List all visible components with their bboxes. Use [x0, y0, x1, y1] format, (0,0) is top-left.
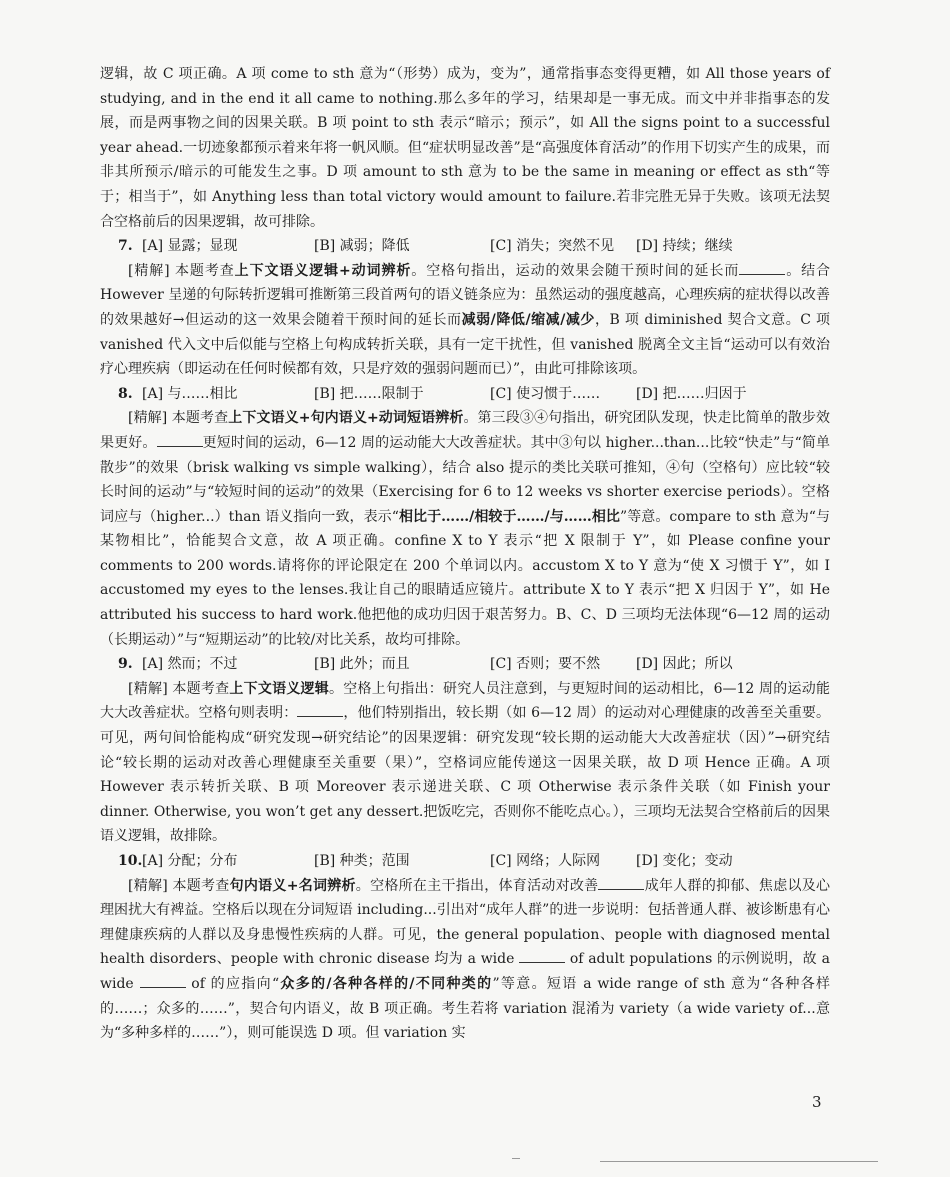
explanation-label: [精解]: [128, 680, 168, 697]
explanation-label: [精解]: [128, 262, 170, 279]
option-a: [A] 显露；显现: [142, 238, 238, 255]
blank: [140, 975, 186, 988]
option-d: [D] 变化；变动: [636, 853, 733, 869]
option-c: [C] 使习惯于……: [490, 385, 601, 402]
key-meaning: 相比于……/相较于……/与……相比: [398, 508, 620, 525]
topic: 上下文语义逻辑: [229, 680, 330, 697]
topic: 句内语义+名词辨析: [229, 877, 356, 894]
option-d: [D] 因此；所以: [636, 656, 733, 673]
footer-mark: [512, 1158, 520, 1159]
question-9-explanation: [精解] 本题考查上下文语义逻辑。空格上句指出：研究人员注意到，与更短时间的运动相比，6—12 周的运动能大大改善症状。空格句则表明： ，他们特别指出，较长期（如 6—12 周）的运动对心理健康的改善至关重要。可见，两句间恰能构成“研究发现→研究结论”的因果逻辑：研究发现“较长期的运动能大大改善症状（因）”→研究结论“较长期的运动对改善心理健康至关重要（果）”，空格词应能传递这一因果关联，故 D 项 Hence 正确。A 项 However 表示转折关联、B 项 Moreover 表示递进关联、C 项 Otherwise 表示条件关联（如 Finish your dinner. Otherwise, you won’t get any dessert.把饭吃完，否则你不能吃点心。），三项均无法契合空格前后的因果语义逻辑，故排除。: [100, 680, 831, 845]
question-number: 10.: [118, 853, 143, 869]
blank: [297, 704, 343, 717]
page-number: 3: [812, 1093, 822, 1111]
topic: 上下文语义+句内语义+动词短语辨析: [228, 410, 464, 427]
option-c: [C] 否则；要不然: [490, 656, 601, 673]
option-d: [D] 把……归因于: [636, 385, 747, 402]
explanation-label: [精解]: [128, 410, 168, 427]
question-number: 8.: [118, 385, 133, 402]
explanation-label: [精解]: [128, 877, 168, 894]
option-b: [B] 种类；范围: [314, 853, 410, 869]
footer-rule: [600, 1161, 878, 1162]
option-c: [C] 消失；突然不见: [490, 238, 615, 255]
answer-explanations: [100, 62, 830, 1046]
option-b: [B] 把……限制于: [314, 385, 424, 402]
option-b: [B] 此外；而且: [314, 656, 410, 673]
option-a: [A] 分配；分布: [142, 853, 238, 869]
option-b: [B] 减弱；降低: [314, 238, 410, 255]
question-number: 9.: [118, 656, 133, 673]
question-9-options: [100, 652, 830, 677]
option-d: [D] 持续；继续: [636, 238, 733, 255]
question-10-explanation: [精解] 本题考查句内语义+名词辨析。空格所在主干指出，体育活动对改善 成年人群的抑郁、焦虑以及心理困扰大有裨益。空格后以现在分词短语 including...引出对“成年人群”的进一步说明：包括普通人群、被诊断患有心理健康疾病的人群以及身患慢性疾病的人群。可见，the general population、people with diagnosed mental health disorders、people with chronic disease 均为 a wide of adult populations 的示例说明，故 a wide of 的应指向“众多的/各种各样的/不同种类的”等意。短语 a wide range of sth 意为“各种各样的……；众多的……”，契合句内语义，故 B 项正确。考生若将 variation 混淆为 variety（a wide variety of...意为“多种多样的……”），则可能误选 D 项。但 variation 实: [100, 877, 831, 1042]
question-7-explanation: [精解] 本题考查上下文语义逻辑+动词辨析。空格句指出，运动的效果会随干预时间的延长而 。结合 However 呈递的句际转折逻辑可推断第三段首两句的语义链条应为：虽然运动的强度越高，心理疾病的症状得以改善的效果越好→但运动的这一效果会随着干预时间的延长而减弱/降低/缩减/减少，B 项 diminished 契合文意。C 项 vanished 代入文中后似能与空格上句构成转折关联，具有一定干扰性，但 vanished 脱离全文主旨“运动可以有效治疗心理疾病（即运动在任何时候都有效，只是疗效的强弱问题而已）”，由此可排除该项。: [100, 262, 831, 378]
topic: 上下文语义逻辑+动词辨析: [234, 262, 412, 279]
intro-paragraph: 逻辑，故 C 项正确。A 项 come to sth 意为“（形势）成为，变为”，通常指事态变得更糟，如 All those years of studying, and in the end it all came to nothing.那么多年的学习，结果却是一事无成。而文中并非指事态的发展，而是两事物之间的因果关联。B 项 point to sth 表示“暗示；预示”，如 All the signs point to a successful year ahead.一切迹象都预示着来年将一帆风顺。但“症状明显改善”是“高强度体育活动”的作用下切实产生的成果，而非其所预示/暗示的可能发生之事。D 项 amount to sth 意为 to be the same in meaning or effect as sth“等于；相当于”，如 Anything less than total victory would amount to failure.若非完胜无异于失败。该项无法契合空格前后的因果逻辑，故可排除。: [100, 66, 830, 230]
blank: [739, 262, 785, 275]
blank: [157, 434, 203, 447]
blank: [519, 950, 565, 963]
question-8-explanation: [精解] 本题考查上下文语义+句内语义+动词短语辨析。第三段③④句指出，研究团队发现，快走比简单的散步效果更好。 更短时间的运动，6—12 周的运动能大大改善症状。其中③句以 higher...than...比较“快走”与“简单散步”的效果（brisk walking vs simple walking），结合 also 提示的类比关联可推知，④句（空格句）应比较“较长时间的运动”与“较短时间的运动”的效果（Exercising for 6 to 12 weeks vs shorter exercise periods）。空格词应与（higher...）than 语义指向一致，表示“相比于……/相较于……/与……相比”等意。compare to sth 意为“与某物相比”，恰能契合文意，故 A 项正确。confine X to Y 表示“把 X 限制于 Y”，如 Please confine your comments to 200 words.请将你的评论限定在 200 个单词以内。accustom X to Y 意为“使 X 习惯于 Y”，如 I accustomed my eyes to the lenses.我让自己的眼睛适应镜片。attribute X to Y 表示“把 X 归因于 Y”，如 He attributed his success to hard work.他把他的成功归因于艰苦努力。B、C、D 三项均无法体现“6—12 周的运动（长期运动）”与“短期运动”的比较/对比关系，故均可排除。: [100, 410, 831, 648]
option-c: [C] 网络；人际网: [490, 853, 601, 869]
question-8-options: [100, 382, 830, 407]
question-7-options: [100, 234, 830, 259]
option-a: [A] 然而；不过: [142, 656, 238, 673]
key-meaning: 众多的/各种各样的/不同种类的: [279, 975, 493, 992]
question-number: 7.: [118, 238, 133, 255]
blank: [598, 877, 644, 890]
question-10-options: [100, 849, 830, 874]
key-meaning: 减弱/降低/缩减/减少: [461, 311, 595, 328]
option-a: [A] 与……相比: [142, 385, 238, 402]
